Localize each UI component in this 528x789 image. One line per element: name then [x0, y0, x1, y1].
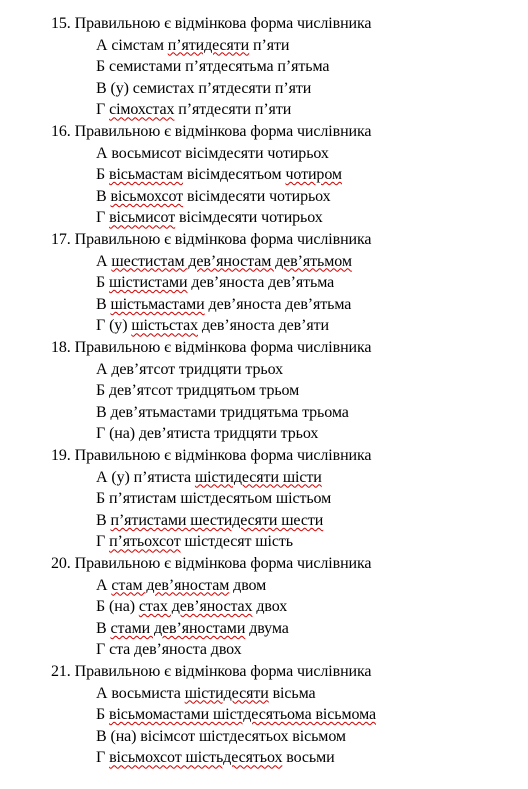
- option-letter: В: [96, 619, 107, 637]
- option-letter: Г: [96, 641, 106, 659]
- option-text: дев’ятсот тридцяти трьох: [111, 360, 283, 378]
- spellcheck-flagged-text: п’ятидесяти: [167, 36, 250, 54]
- answer-option: [96, 576, 266, 596]
- question-stem: [51, 338, 371, 358]
- option-text: (у) семистах п’ятдесяти п’яти: [110, 79, 312, 97]
- spellcheck-flagged-text: вісьмохсот шістьдесятьох: [109, 749, 283, 767]
- option-text: (на) дев’ятиста тридцяти трьох: [109, 425, 319, 443]
- spellcheck-flagged-text: вісьмохсот: [110, 187, 184, 205]
- spellcheck-flagged-text: вісьмастам: [109, 166, 184, 184]
- question-stem: [51, 446, 371, 466]
- spellcheck-flagged-text: стами дев’яностами: [110, 619, 246, 637]
- option-text: восьмисот вісімдесяти чотирьох: [111, 144, 329, 162]
- question-text: Правильною є відмінкова форма числівника: [74, 555, 372, 572]
- answer-option: [96, 748, 335, 768]
- option-text: ста дев’яноста двох: [109, 641, 242, 659]
- question-text: Правильною є відмінкова форма числівника: [74, 447, 372, 464]
- option-text: вісьма: [268, 684, 316, 702]
- option-text: двума: [245, 619, 289, 637]
- option-letter: А: [96, 360, 108, 378]
- answer-option: [96, 597, 287, 617]
- option-text: дев’яноста дев’яти: [197, 317, 329, 335]
- option-letter: В: [96, 727, 107, 745]
- option-text: дев’ятсот тридцятьом трьом: [109, 382, 300, 400]
- answer-option: [96, 619, 289, 639]
- option-text: дев’ятьмастами тридцятьма трьома: [110, 403, 349, 421]
- answer-option: [96, 295, 351, 315]
- spellcheck-flagged-text: вісьмисот: [109, 209, 176, 227]
- question-stem: [51, 230, 371, 250]
- spellcheck-flagged-text: шістьстах: [131, 317, 198, 335]
- question-number: 21.: [51, 663, 71, 680]
- answer-option: [96, 381, 299, 401]
- answer-option: [96, 79, 311, 99]
- option-letter: Г: [96, 101, 106, 119]
- option-letter: А: [96, 576, 108, 594]
- question-number: 20.: [51, 555, 71, 572]
- answer-option: [96, 187, 331, 207]
- spellcheck-flagged-text: шістистами: [109, 274, 188, 292]
- answer-option: [96, 489, 331, 509]
- question-stem: [51, 554, 371, 574]
- option-text: вісімдесяти чотирьох: [183, 187, 331, 205]
- option-letter: В: [96, 403, 107, 421]
- option-text: п’яти: [249, 36, 290, 54]
- option-text: п’ятдесяти п’яти: [174, 101, 292, 119]
- option-text: дев’яноста дев’ятьма: [204, 295, 352, 313]
- option-letter: В: [96, 511, 107, 529]
- answer-option: [96, 316, 329, 336]
- spellcheck-flagged-text: шістидесяти шісти: [194, 468, 322, 486]
- option-text: (на) вісімсот шістдесятьох вісьмом: [110, 727, 346, 745]
- option-letter: Б: [96, 706, 106, 724]
- answer-option: [96, 511, 323, 531]
- answer-option: [96, 360, 283, 380]
- spellcheck-flagged-text: п’ятистами шестидесяти шести: [110, 511, 324, 529]
- spellcheck-flagged-text: стах дев’яностах: [138, 598, 253, 616]
- answer-option: [96, 252, 352, 272]
- question-number: 16.: [51, 123, 71, 140]
- option-text: двом: [229, 576, 267, 594]
- option-letter: А: [96, 252, 108, 270]
- option-letter: Б: [96, 58, 106, 76]
- option-text: сімстам: [111, 36, 164, 54]
- answer-option: [96, 468, 322, 488]
- option-letter: Г: [96, 425, 106, 443]
- option-text: вісімдесятьом: [183, 166, 286, 184]
- question-stem: [51, 662, 371, 682]
- question-number: 18.: [51, 339, 71, 356]
- option-letter: В: [96, 295, 107, 313]
- answer-option: [96, 273, 334, 293]
- option-text: (на): [109, 598, 139, 616]
- option-letter: Б: [96, 166, 106, 184]
- question-text: Правильною є відмінкова форма числівника: [74, 339, 372, 356]
- question-text: Правильною є відмінкова форма числівника: [74, 231, 372, 248]
- option-text: вісімдесяти чотирьох: [175, 209, 323, 227]
- option-letter: А: [96, 684, 108, 702]
- option-text: (у): [109, 317, 132, 335]
- option-letter: Г: [96, 317, 106, 335]
- spellcheck-flagged-text: шістидесяти: [184, 684, 269, 702]
- question-stem: [51, 14, 371, 34]
- question-number: 15.: [51, 15, 71, 32]
- answer-option: [96, 705, 376, 725]
- option-text: дев’яноста дев’ятьма: [187, 274, 335, 292]
- option-letter: Б: [96, 382, 106, 400]
- option-letter: Б: [96, 490, 106, 508]
- option-letter: В: [96, 187, 107, 205]
- option-text: двох: [252, 598, 288, 616]
- question-number: 19.: [51, 447, 71, 464]
- option-letter: Г: [96, 209, 106, 227]
- option-letter: А: [96, 144, 108, 162]
- option-letter: В: [96, 79, 107, 97]
- answer-option: [96, 57, 329, 77]
- spellcheck-flagged-text: вісьмомастами шістдесятьома вісьмома: [109, 706, 377, 724]
- answer-option: [96, 403, 349, 423]
- answer-option: [96, 684, 316, 704]
- answer-option: [96, 532, 293, 552]
- option-text: п’ятистам шістдесятьом шістьом: [109, 490, 332, 508]
- answer-option: [96, 36, 289, 56]
- spellcheck-flagged-text: сімохстах: [109, 101, 175, 119]
- spellcheck-flagged-text: шестистам дев’яностам дев’ятьмом: [111, 252, 352, 270]
- option-letter: Г: [96, 749, 106, 767]
- option-letter: Г: [96, 533, 106, 551]
- spellcheck-flagged-text: шістьмастами: [110, 295, 205, 313]
- answer-option: [96, 424, 318, 444]
- answer-option: [96, 208, 323, 228]
- option-letter: А: [96, 468, 108, 486]
- spellcheck-flagged-text: п’ятьохсот: [109, 533, 181, 551]
- option-text: семистами п’ятдесятьма п’ятьма: [109, 58, 330, 76]
- option-letter: А: [96, 36, 108, 54]
- question-text: Правильною є відмінкова форма числівника: [74, 663, 372, 680]
- spellcheck-flagged-text: стам дев’яностам: [111, 576, 230, 594]
- option-text: (у) п’ятиста: [111, 468, 195, 486]
- spellcheck-flagged-text: чотиром: [285, 166, 342, 184]
- option-text: шістдесят шість: [180, 533, 293, 551]
- option-letter: Б: [96, 274, 106, 292]
- question-text: Правильною є відмінкова форма числівника: [74, 123, 372, 140]
- answer-option: [96, 640, 242, 660]
- answer-option: [96, 144, 329, 164]
- question-number: 17.: [51, 231, 71, 248]
- option-letter: Б: [96, 598, 106, 616]
- question-stem: [51, 122, 371, 142]
- option-text: восьми: [282, 749, 335, 767]
- question-text: Правильною є відмінкова форма числівника: [74, 15, 372, 32]
- answer-option: [96, 165, 342, 185]
- answer-option: [96, 727, 346, 747]
- option-text: восьмиста: [111, 684, 185, 702]
- answer-option: [96, 100, 291, 120]
